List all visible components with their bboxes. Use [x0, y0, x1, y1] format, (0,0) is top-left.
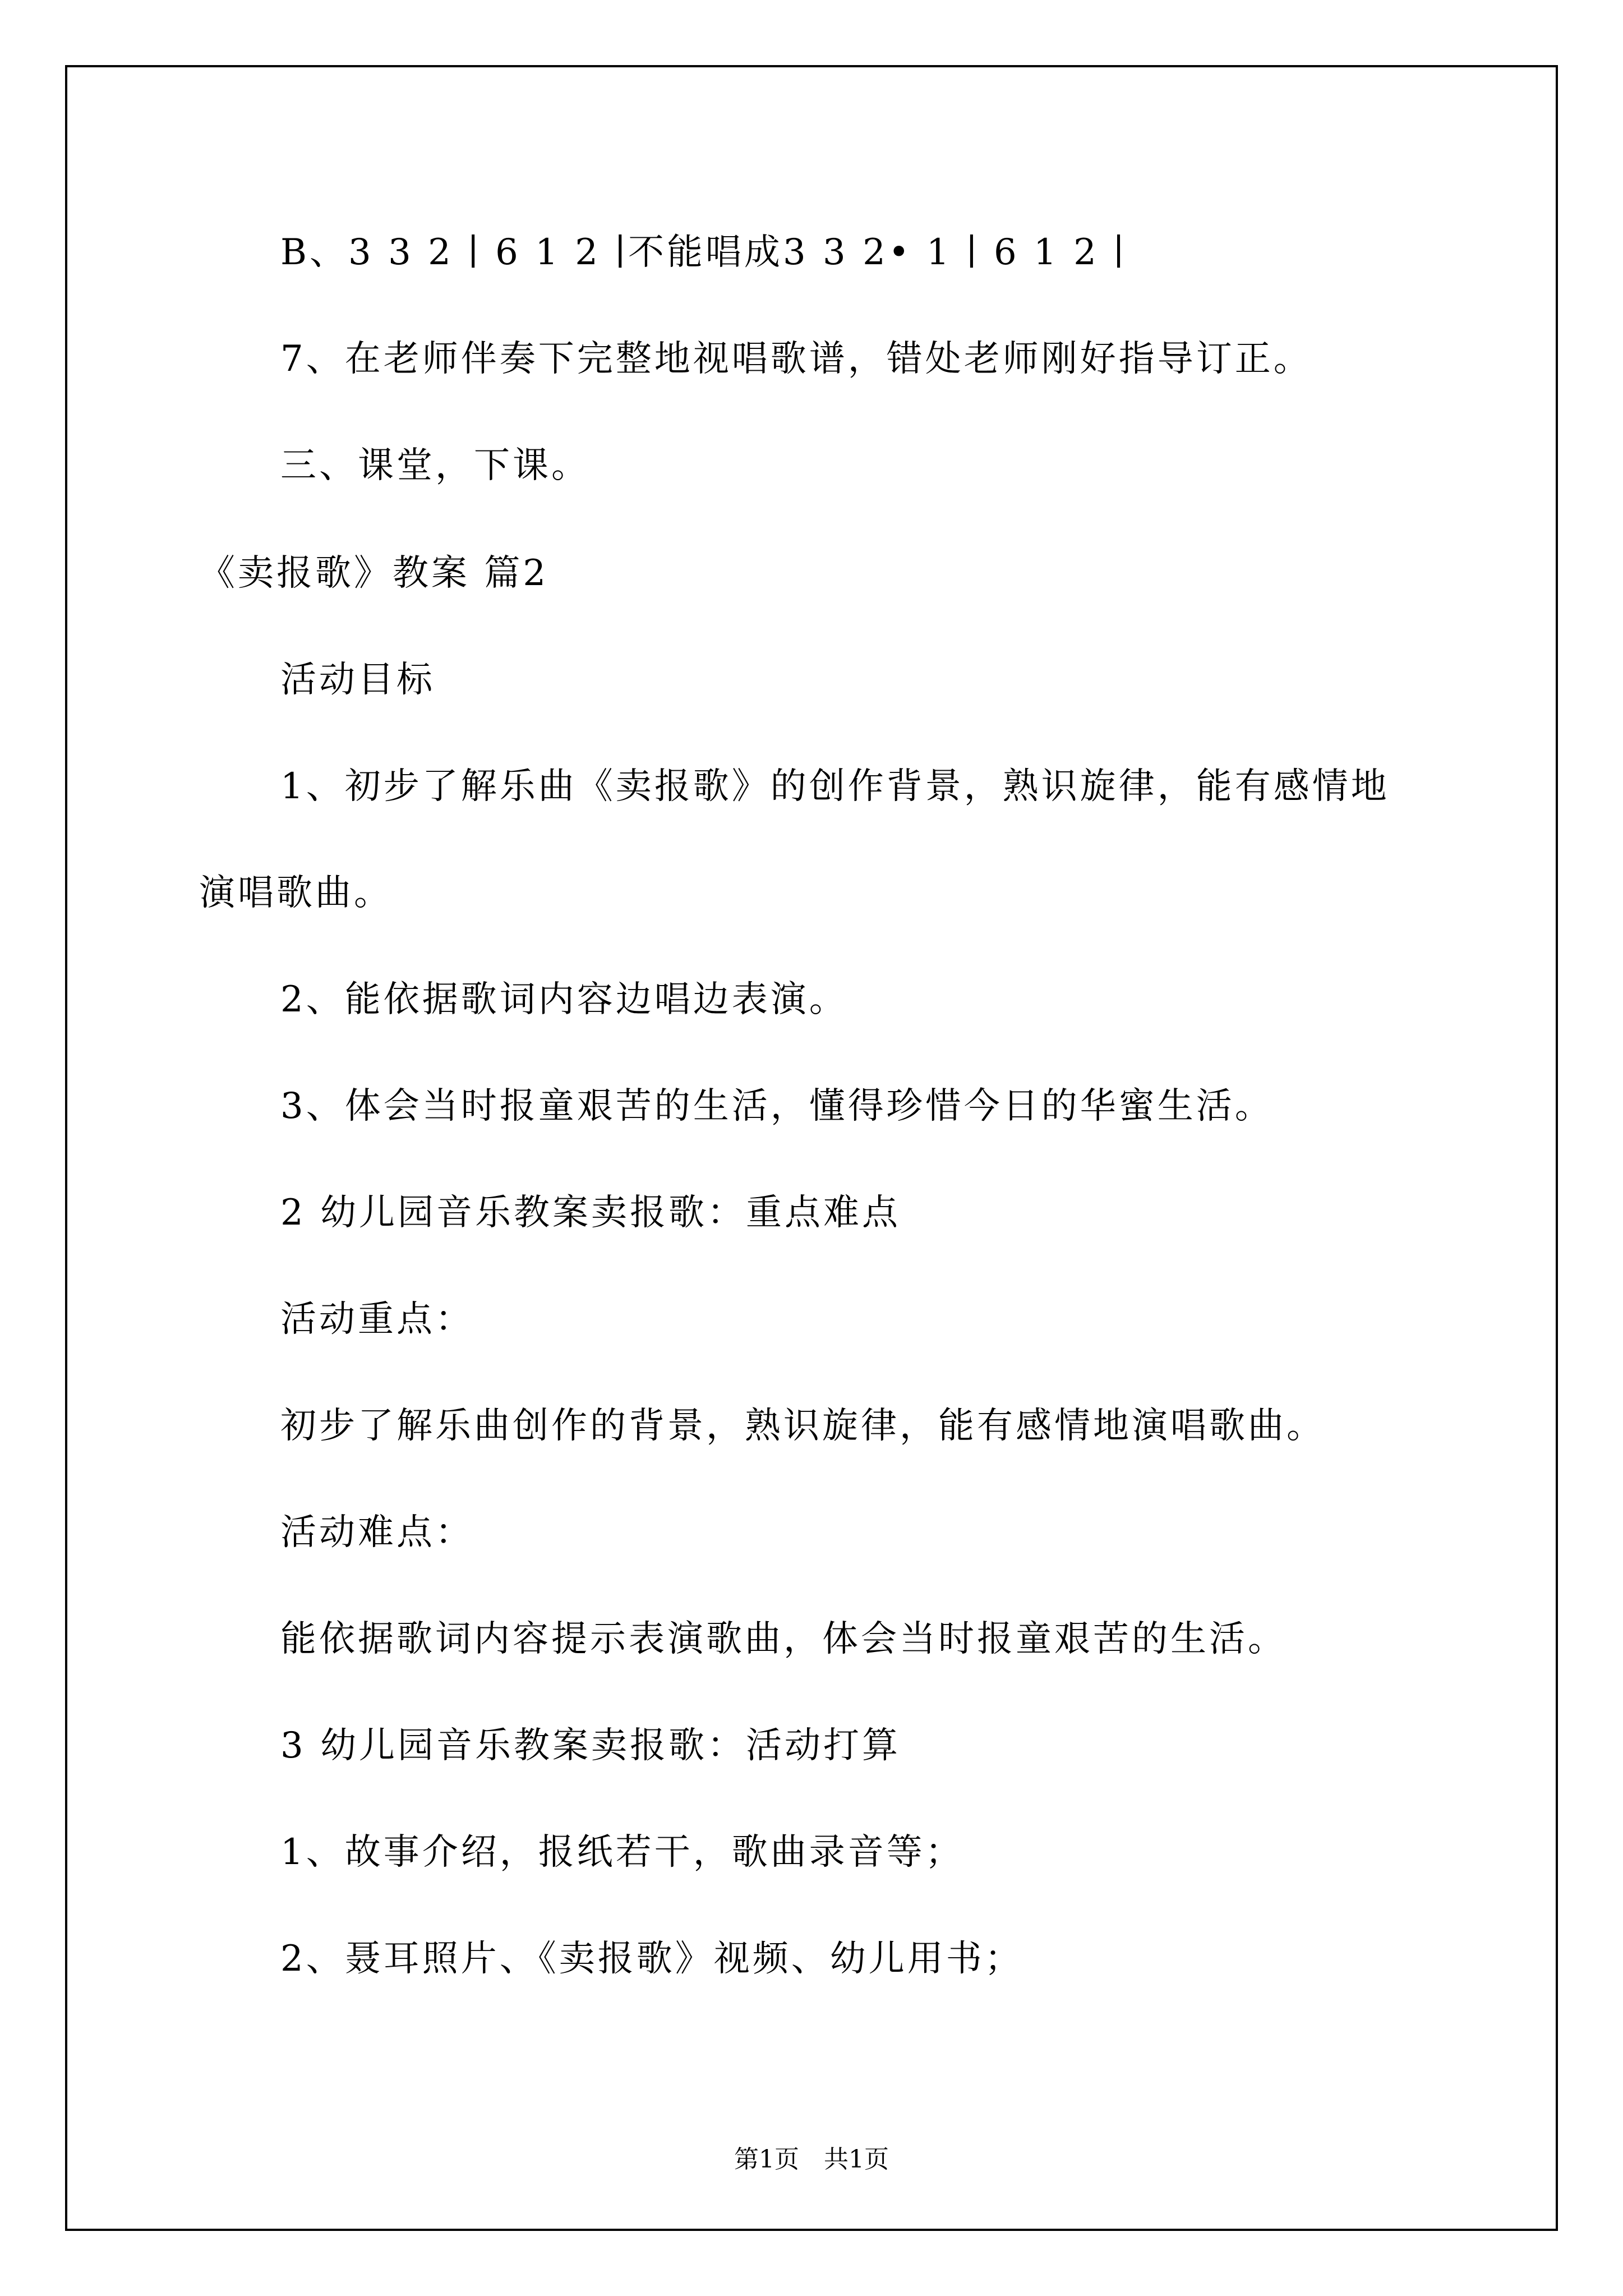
- body-line-section-3: 三、课堂，下课。: [280, 445, 590, 486]
- page-footer: 第1页 共1页: [734, 2145, 889, 2174]
- subheading-key-points: 2 幼儿园音乐教案卖报歌：重点难点: [280, 1192, 901, 1234]
- label-activity-focus: 活动重点：: [280, 1299, 474, 1340]
- subheading-preparation: 3 幼儿园音乐教案卖报歌：活动打算: [280, 1725, 901, 1766]
- body-line-notation: B、3 3 2 ∣ 6 1 2 ∣不能唱成3 3 2• 1 ∣ 6 1 2 ∣: [280, 232, 1127, 273]
- body-line-difficulty: 能依据歌词内容提示表演歌曲，体会当时报童艰苦的生活。: [280, 1618, 1287, 1660]
- body-line-goal-1-cont: 演唱歌曲。: [199, 872, 393, 914]
- body-line-goal-2: 2、能依据歌词内容边唱边表演。: [280, 979, 848, 1020]
- section-heading: 《卖报歌》教案 篇2: [199, 553, 549, 594]
- label-activity-difficulty: 活动难点：: [280, 1512, 474, 1553]
- body-line-focus: 初步了解乐曲创作的背景，熟识旋律，能有感情地演唱歌曲。: [280, 1405, 1325, 1447]
- subheading-activity-goals: 活动目标: [280, 659, 435, 701]
- body-line-goal-1: 1、初步了解乐曲《卖报歌》的创作背景，熟识旋律，能有感情地: [280, 766, 1390, 807]
- body-line-prep-2: 2、聂耳照片、《卖报歌》视频、幼儿用书；: [280, 1938, 1023, 1980]
- body-line-goal-3: 3、体会当时报童艰苦的生活，懂得珍惜今日的华蜜生活。: [280, 1085, 1274, 1127]
- body-line-step-7: 7、在老师伴奏下完整地视唱歌谱，错处老师刚好指导订正。: [280, 338, 1312, 380]
- body-line-prep-1: 1、故事介绍，报纸若干，歌曲录音等；: [280, 1832, 964, 1873]
- page-border: [65, 65, 1558, 2231]
